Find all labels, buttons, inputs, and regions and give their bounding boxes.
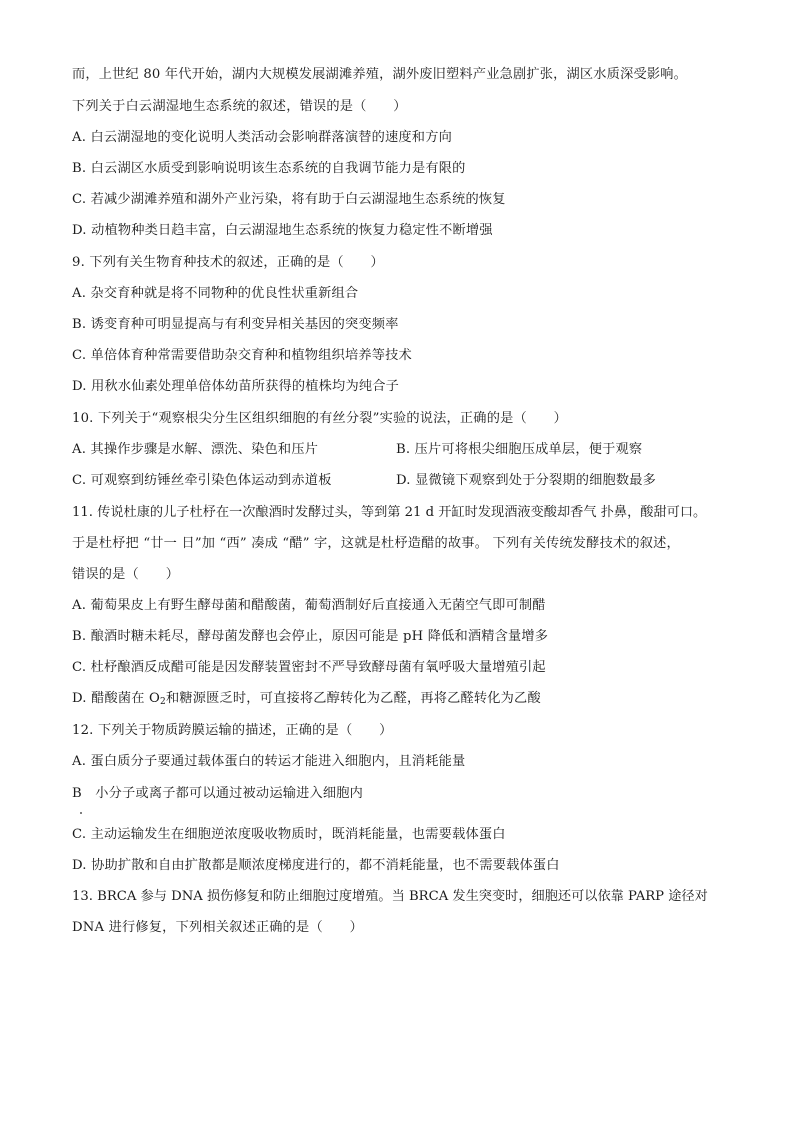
- q11-stem-line-1: 11. 传说杜康的儿子杜杼在一次酿酒时发酵过头，等到第 21 d 开缸时发现酒液变酸却香气 扑鼻，酸甜可口。: [72, 505, 707, 520]
- q12-option-a: A. 蛋白质分子要通过载体蛋白的转运才能进入细胞内，且消耗能量: [72, 754, 466, 769]
- q13-stem-line-1: 13. BRCA 参与 DNA 损伤修复和防止细胞过度增殖。当 BRCA 发生突变时，细胞还可以依靠 PARP 途径对: [72, 889, 708, 904]
- q10-option-b: B. 压片可将根尖细胞压成单层，便于观察: [396, 442, 643, 457]
- q12-stem: 12. 下列关于物质跨膜运输的描述，正确的是（ ）: [72, 723, 393, 738]
- q10-option-a: A. 其操作步骤是水解、漂洗、染色和压片: [72, 442, 319, 457]
- q9-option-b: B. 诱变育种可明显提高与有利变异相关基因的突变频率: [72, 317, 399, 332]
- q8-option-a: A. 白云湖湿地的变化说明人类活动会影响群落演替的速度和方向: [72, 130, 452, 145]
- q9-option-c: C. 单倍体育种常需要借助杂交育种和植物组织培养等技术: [72, 348, 412, 363]
- q12-option-d: D. 协助扩散和自由扩散都是顺浓度梯度进行的，都不消耗能量，也不需要载体蛋白: [72, 858, 560, 873]
- q11-option-b: B. 酿酒时糖未耗尽，酵母菌发酵也会停止，原因可能是 pH 降低和酒精含量增多: [72, 629, 549, 644]
- q11-option-d: [72, 690, 541, 708]
- q12-option-c: C. 主动运输发生在细胞逆浓度吸收物质时，既消耗能量，也需要载体蛋白: [72, 827, 506, 842]
- q11-option-d-pre: D. 醋酸菌在 O: [72, 691, 161, 706]
- q8-context-end: 而，上世纪 80 年代开始，湖内大规模发展湖滩养殖，湖外废旧塑料产业急剧扩张，湖区水质深受影响。: [72, 67, 688, 82]
- q9-option-d: D. 用秋水仙素处理单倍体幼苗所获得的植株均为纯合子: [72, 379, 399, 394]
- q11-option-a: A. 葡萄果皮上有野生酵母菌和醋酸菌，葡萄酒制好后直接通入无菌空气即可制醋: [72, 598, 546, 613]
- q10-option-d: D. 显微镜下观察到处于分裂期的细胞数最多: [396, 473, 657, 488]
- q11-stem-line-2: 于是杜杼把 “廿一 日”加 “西” 凑成 “醋” 字，这就是杜杼造醋的故事。 下列有关传统发酵技术的叙述，: [72, 536, 680, 551]
- q10-stem: 10. 下列关于“观察根尖分生区组织细胞的有丝分裂”实验的说法，正确的是（ ）: [72, 411, 568, 426]
- q11-stem-line-3: 错误的是（ ）: [72, 567, 180, 582]
- q8-option-c: C. 若减少湖滩养殖和湖外产业污染，将有助于白云湖湿地生态系统的恢复: [72, 192, 506, 207]
- q10-option-c: C. 可观察到纺锤丝牵引染色体运动到赤道板: [72, 473, 332, 488]
- q11-option-d-post: 和糖源匮乏时，可直接将乙醇转化为乙醛，再将乙醛转化为乙酸: [165, 691, 541, 706]
- stray-dot: [80, 812, 82, 814]
- q9-stem: 9. 下列有关生物育种技术的叙述，正确的是（ ）: [72, 255, 384, 270]
- q12-option-b: B 小分子或离子都可以通过被动运输进入细胞内: [72, 786, 364, 801]
- q11-option-c: C. 杜杼酿酒反成醋可能是因发酵装置密封不严导致酵母菌有氧呼吸大量增殖引起: [72, 660, 546, 675]
- q8-stem: 下列关于白云湖湿地生态系统的叙述，错误的是（ ）: [72, 99, 407, 114]
- q13-stem-line-2: DNA 进行修复，下列相关叙述正确的是（ ）: [72, 920, 363, 935]
- q8-option-d: D. 动植物种类日趋丰富，白云湖湿地生态系统的恢复力稳定性不断增强: [72, 223, 493, 238]
- q8-option-b: B. 白云湖区水质受到影响说明该生态系统的自我调节能力是有限的: [72, 161, 466, 176]
- q11-option-d-subscript: 2: [160, 697, 166, 707]
- q9-option-a: A. 杂交育种就是将不同物种的优良性状重新组合: [72, 286, 359, 301]
